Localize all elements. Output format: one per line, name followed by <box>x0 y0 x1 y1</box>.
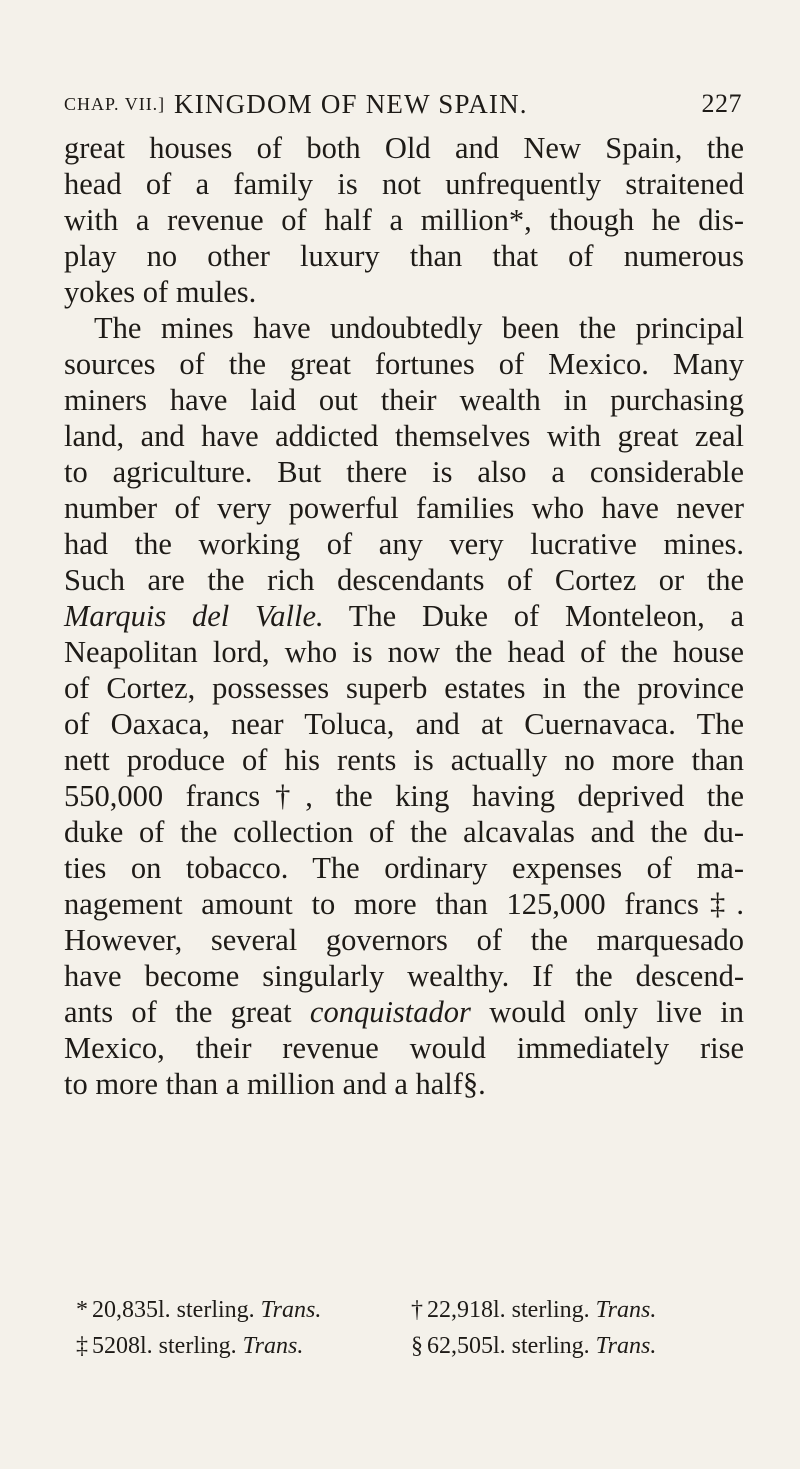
text-line: to more than a million and a half§. <box>64 1067 486 1101</box>
footnote-amount: 62,505l. sterling. <box>427 1333 590 1359</box>
footnote-amount: 22,918l. sterling. <box>427 1297 590 1323</box>
text-line: nagement amount to more than 125,000 francs‡. <box>64 887 744 921</box>
text-line: number of very powerful families who have never <box>64 491 744 525</box>
text-line: have become singularly wealthy. If the descend- <box>64 959 744 993</box>
running-title: KINGDOM OF NEW SPAIN. <box>174 89 528 119</box>
text-line: However, several governors of the marquesado <box>64 923 744 957</box>
footnote <box>411 1328 656 1364</box>
footnote-amount: 20,835l. sterling. <box>92 1297 255 1323</box>
text-line: The mines have undoubtedly been the principal <box>94 311 744 345</box>
footnote-note: Trans. <box>595 1297 657 1323</box>
text-line: duke of the collection of the alcavalas and the du- <box>64 815 744 849</box>
text-line: of Oaxaca, near Toluca, and at Cuernavaca. The <box>64 707 744 741</box>
text-fragment: ants of the great <box>64 995 310 1029</box>
text-fragment: The Duke of Monteleon, a <box>323 599 744 633</box>
text-fragment: would only live in <box>470 995 744 1029</box>
text-line: great houses of both Old and New Spain, the <box>64 131 744 165</box>
footnote-row <box>76 1328 776 1364</box>
text-line: had the working of any very lucrative mines. <box>64 527 744 561</box>
text-line: to agriculture. But there is also a considerable <box>64 455 744 489</box>
text-line: land, and have addicted themselves with great zeal <box>64 419 744 453</box>
running-header <box>64 84 742 124</box>
text-line: miners have laid out their wealth in purchasing <box>64 383 744 417</box>
footnote-row <box>76 1292 776 1328</box>
footnote-symbol: § <box>411 1333 423 1359</box>
footnote-amount: 5208l. sterling. <box>92 1333 237 1359</box>
text-line: Mexico, their revenue would immediately rise <box>64 1031 744 1065</box>
text-line: Such are the rich descendants of Cortez or the <box>64 563 744 597</box>
text-line: 550,000 francs†, the king having deprived the <box>64 779 744 813</box>
text-line: ties on tobacco. The ordinary expenses of ma- <box>64 851 744 885</box>
footnote-note: Trans. <box>242 1333 304 1359</box>
text-line: nett produce of his rents is actually no more than <box>64 743 744 777</box>
footnote <box>76 1292 321 1328</box>
text-line: sources of the great fortunes of Mexico. Many <box>64 347 744 381</box>
italic-phrase: Marquis del Valle. <box>64 599 324 633</box>
footnote-note: Trans. <box>260 1297 322 1323</box>
body-text <box>64 130 744 1102</box>
text-line: Neapolitan lord, who is now the head of the house <box>64 635 744 669</box>
text-line <box>64 598 744 634</box>
chapter-label: CHAP. VII.] <box>64 94 166 114</box>
text-line: with a revenue of half a million*, though he dis- <box>64 203 744 237</box>
text-line: head of a family is not unfrequently straitened <box>64 167 744 201</box>
italic-phrase: conquistador <box>309 995 471 1029</box>
page-number: 227 <box>701 89 742 118</box>
footnote <box>411 1292 656 1328</box>
text-line: yokes of mules. <box>64 275 257 309</box>
footnotes <box>76 1292 776 1364</box>
text-line: play no other luxury than that of numerous <box>64 239 744 273</box>
footnote-note: Trans. <box>595 1333 657 1359</box>
footnote-symbol: ‡ <box>76 1333 88 1359</box>
footnote <box>76 1328 303 1364</box>
text-line <box>64 994 744 1030</box>
footnote-symbol: † <box>411 1297 423 1323</box>
text-line: of Cortez, possesses superb estates in the province <box>64 671 744 705</box>
footnote-symbol: * <box>76 1297 88 1323</box>
